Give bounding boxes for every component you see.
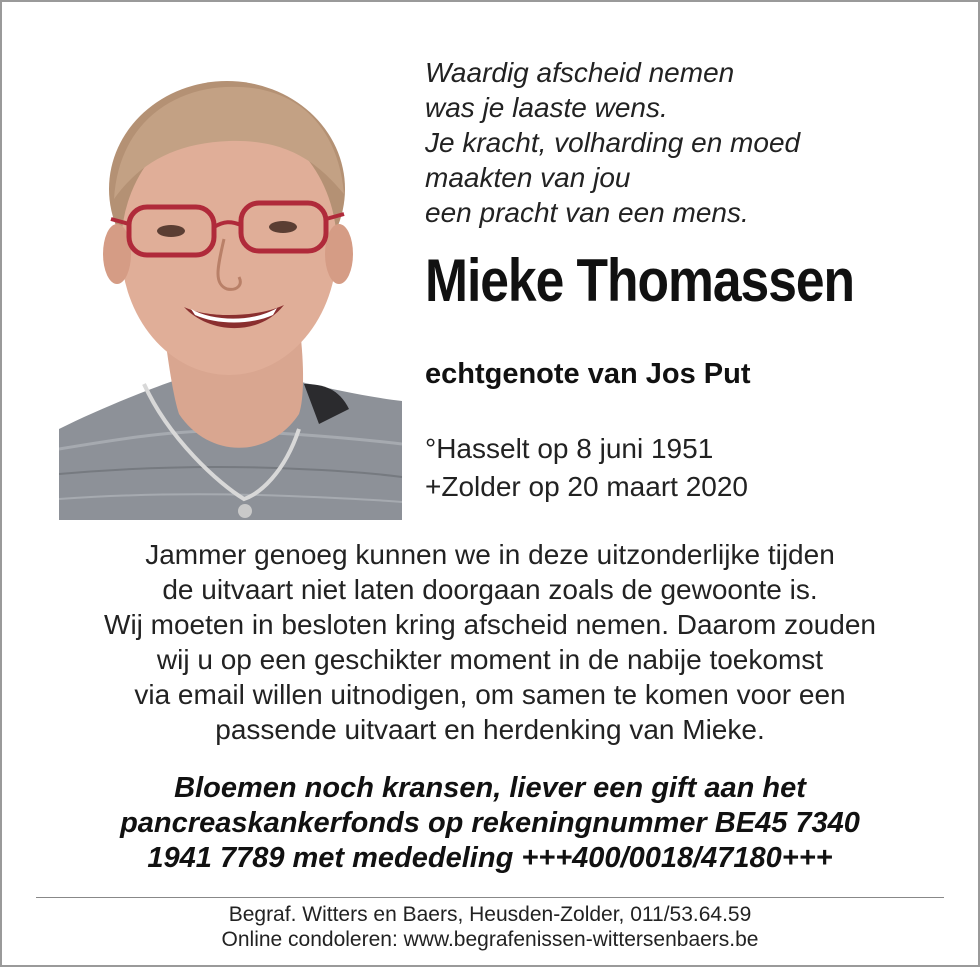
announcement-message (0, 537, 980, 747)
funeral-home-info: Begraf. Witters en Baers, Heusden-Zolder, 011/53.64.59 (228, 903, 752, 926)
message-line: de uitvaart niet laten doorgaan zoals de gewoonte is. (162, 574, 818, 605)
donation-line: Bloemen noch kransen, liever een gift aan het (174, 772, 806, 804)
deceased-name: Mieke Thomassen (425, 247, 855, 314)
message-line: passende uitvaart en herdenking van Mieke. (215, 714, 765, 745)
message-line: Jammer genoeg kunnen we in deze uitzonderlijke tijden (145, 539, 835, 570)
poem-line: een pracht van een mens. (425, 197, 749, 228)
poem-line: was je laaste wens. (425, 92, 668, 123)
footer (0, 902, 980, 952)
message-line: via email willen uitnodigen, om samen te komen voor een (134, 679, 846, 710)
poem-line: Waardig afscheid nemen (425, 57, 735, 88)
donation-request (0, 771, 980, 876)
message-line: Wij moeten in besloten kring afscheid nemen. Daarom zouden (104, 609, 876, 640)
relation-text: echtgenote van Jos Put (425, 358, 751, 390)
online-condolence-link[interactable]: Online condoleren: www.begrafenissen-wittersenbaers.be (221, 928, 759, 951)
donation-line: 1941 7789 met mededeling +++400/0018/47180+++ (147, 842, 833, 874)
footer-divider (36, 897, 944, 898)
poem-line: Je kracht, volharding en moed (425, 127, 801, 158)
death-date: +Zolder op 20 maart 2020 (425, 471, 748, 502)
life-dates (425, 430, 748, 506)
poem-line: maakten van jou (425, 162, 631, 193)
message-line: wij u op een geschikter moment in de nabije toekomst (156, 644, 824, 675)
poem (425, 55, 800, 230)
portrait-image (59, 79, 402, 520)
portrait-photo (59, 79, 402, 520)
donation-line: pancreaskankerfonds op rekeningnummer BE45 7340 (120, 807, 860, 839)
birth-date: °Hasselt op 8 juni 1951 (425, 433, 714, 464)
